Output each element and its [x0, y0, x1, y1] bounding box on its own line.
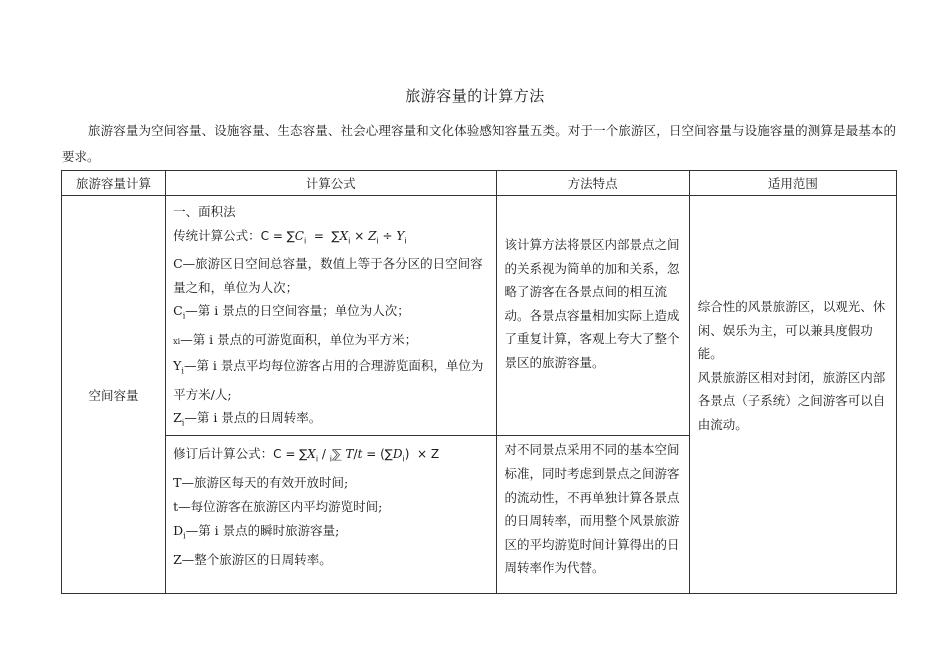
definition-yi: $Y_i—$第 i 景点平均每位游客占用的合理游览面积，单位为平方米/人; — [173, 357, 484, 402]
traditional-formula: 传统计算公式：$C = \sum C_i = \sum X_i \times Z_i \div Y_i$ — [173, 227, 407, 245]
scope-cell — [689, 196, 896, 594]
document-title: 旅游容量的计算方法 — [405, 87, 545, 105]
definition-xi: xi—第 i 景点的可游览面积，单位为平方米； — [173, 332, 418, 348]
method-heading: 一、面积法 — [173, 204, 236, 219]
capacity-table — [61, 170, 897, 594]
table-row — [62, 196, 897, 436]
header-scope: 适用范围 — [689, 171, 896, 196]
features-cell-traditional: 该计算方法将景区内部景点之间的关系视为简单的加和关系，忽略了游客在各景点间的相互流动。各景点容量相加实际上造成了重复计算，客观上夸大了整个景区的旅游容量。 — [496, 196, 689, 436]
formula-cell-revised — [166, 436, 496, 594]
definition-di: $D_i—$第 i 景点的瞬时旅游容量; — [173, 522, 340, 541]
definition-zi: $Z_i—$第 i 景点的日周转率。 — [173, 410, 322, 428]
formula-cell-traditional — [166, 196, 496, 436]
definition-t-visit: t—每位游客在旅游区内平均游览时间; — [173, 498, 383, 514]
definition-z: Z—整个旅游区的日周转率。 — [173, 551, 332, 567]
features-cell-revised: 对不同景点采用不同的基本空间标准，同时考虑到景点之间游客的流动性，不再单独计算各景点的日周转率，而用整个风景旅游区的平均游览时间计算得出的日周转率作为代替。 — [496, 436, 689, 594]
revised-formula: 修订后计算公式：$C = \sum X_i$ / $_i$⅀ $T/t = (\sum D_i) \times Z$ — [173, 446, 440, 464]
definition-t-open: T—旅游区每天的有效开放时间; — [173, 475, 349, 491]
definition-ci: $C_i—$第 i 景点的日空间容量；单位为人次； — [173, 303, 410, 321]
header-type: 旅游容量计算 — [62, 171, 166, 196]
intro-paragraph: 旅游容量为空间容量、设施容量、生态容量、社会心理容量和文化体验感知容量五类。对于一个旅游区，日空间容量与设施容量的测算是最基本的要求。 — [62, 123, 896, 164]
table-header-row — [62, 171, 897, 196]
header-formula: 计算公式 — [166, 171, 496, 196]
definition-c: C—旅游区日空间总容量，数值上等于各分区的日空间容量之和，单位为人次； — [173, 256, 483, 295]
scope-line-1: 综合性的风景旅游区，以观光、休闲、娱乐为主，可以兼具度假功能。 — [697, 299, 886, 362]
header-features: 方法特点 — [496, 171, 689, 196]
category-cell: 空间容量 — [62, 196, 166, 594]
scope-line-2: 风景旅游区相对封闭，旅游区内部各景点（子系统）之间游客可以自由流动。 — [697, 369, 886, 432]
